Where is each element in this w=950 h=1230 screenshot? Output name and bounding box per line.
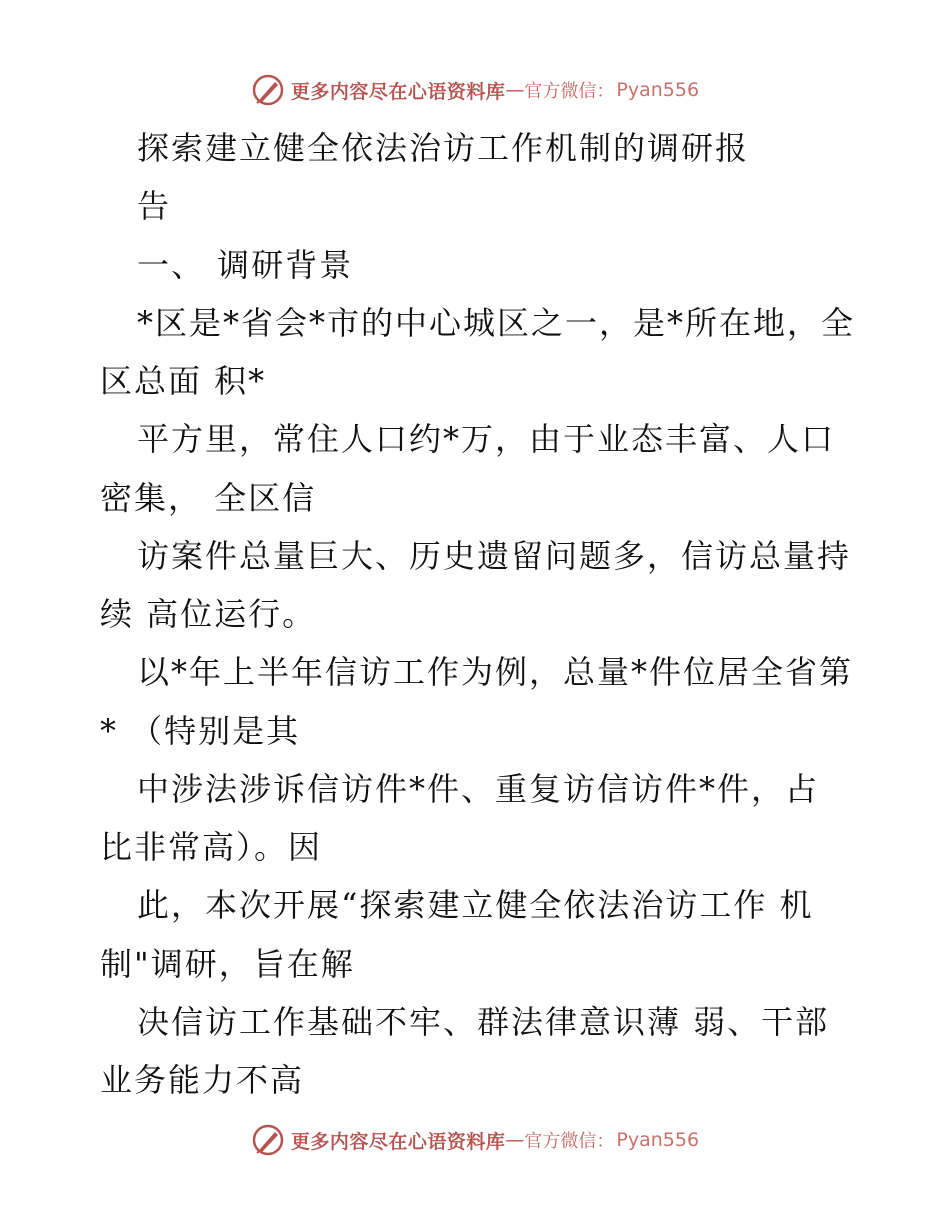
banner-wechat-label: 官方微信： (524, 81, 615, 102)
banner-main-text: 更多内容尽在心语资料库 (290, 1130, 506, 1153)
paragraph-line: 密集， 全区信 (100, 479, 317, 517)
banner-wechat-id: Pyan556 (616, 1129, 700, 1151)
paragraph-line: 业务能力不高 (100, 1061, 305, 1099)
paragraph-line: 中涉法涉诉信访件*件、重复访信访件*件，占 (137, 770, 820, 808)
section-heading: 一、 调研背景 (137, 246, 354, 284)
banner-separator: — (505, 1129, 525, 1151)
paragraph-line: *区是*省会*市的中心城区之一，是*所在地，全 (137, 304, 856, 342)
paragraph-line: 比非常高）。因 (100, 828, 323, 866)
paragraph-line: 此，本次开展“探索建立健全依法治访工作 机 (137, 886, 814, 924)
paragraph-line: 访案件总量巨大、历史遗留问题多，信访总量持 (137, 537, 852, 575)
paragraph-line: 区总面 积* (100, 362, 267, 400)
paragraph-line: 制"调研，旨在解 (100, 945, 355, 983)
quill-pen-logo-icon (251, 73, 285, 107)
document-title-line-2: 告 (137, 187, 172, 225)
quill-pen-logo-icon (251, 1123, 285, 1157)
footer-banner (0, 1120, 950, 1160)
paragraph-line: 决信访工作基础不牢、群法律意识薄 弱、干部 (137, 1003, 830, 1041)
paragraph-line: 以*年上半年信访工作为例，总量*件位居全省第 (137, 653, 854, 691)
paragraph-line: * （特别是其 (100, 712, 301, 750)
paragraph-line: 续 高位运行。 (100, 595, 317, 633)
banner-wechat-label: 官方微信： (524, 1131, 615, 1152)
paragraph-line: 平方里，常住人口约*万，由于业态丰富、人口 (137, 420, 836, 458)
header-banner (0, 70, 950, 110)
banner-wechat-id: Pyan556 (616, 79, 700, 101)
document-title-line-1: 探索建立健全依法治访工作机制的调研报 (137, 129, 750, 167)
banner-main-text: 更多内容尽在心语资料库 (290, 80, 506, 103)
banner-separator: — (505, 79, 525, 101)
